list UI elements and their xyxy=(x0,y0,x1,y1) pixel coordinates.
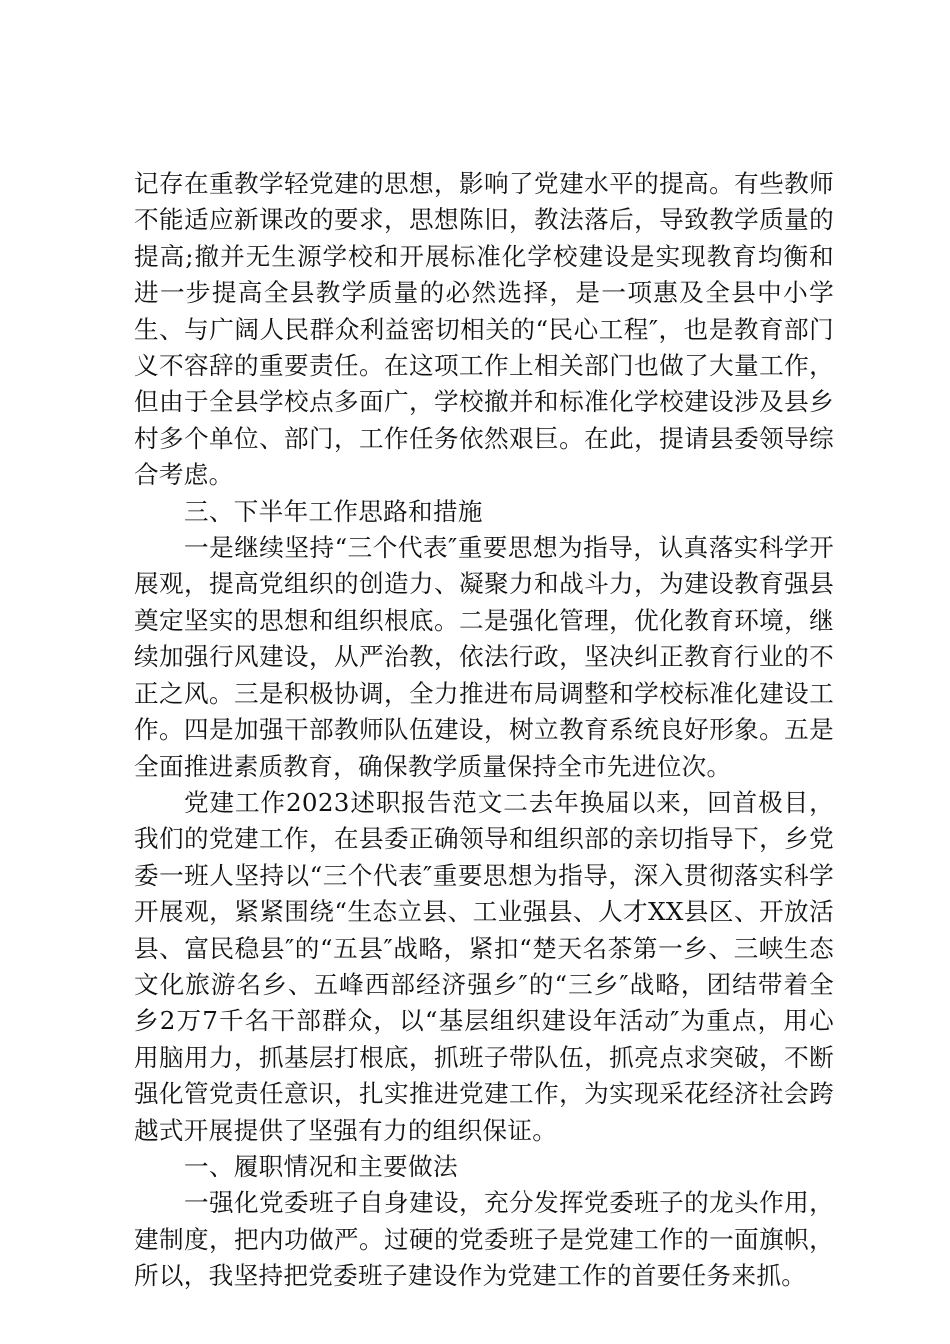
section-heading-duties: 一、履职情况和主要做法 xyxy=(184,1151,458,1181)
paragraph-plans: 一是继续坚持“三个代表″重要思想为指导，认真落实科学开展观，提高党组织的创造力、凝聚力和战斗力，为建设教育强县奠定坚实的思想和组织根底。二是强化管理，优化教育环境，继续加强行风建设，从严治教，依法行政，坚决纠正教育行业的不正之风。三是积极协调，全力推进布局调整和学校标准化建设工作。四是加强干部教师队伍建设，树立教育系统良好形象。五是全面推进素质教育，确保教学质量保持全市先进位次。 xyxy=(134,533,834,781)
section-heading-plans: 三、下半年工作思路和措施 xyxy=(184,496,483,526)
paragraph-duties: 一强化党委班子自身建设，充分发挥党委班子的龙头作用，建制度，把内功做严。过硬的党委班子是党建工作的一面旗帜，所以，我坚持把党委班子建设作为党建工作的首要任务来抓。 xyxy=(134,1188,834,1291)
paragraph-report-two-intro: 党建工作2023述职报告范文二去年换届以来，回首极目，我们的党建工作，在县委正确领导和组织部的亲切指导下，乡党委一班人坚持以“三个代表″重要思想为指导，深入贯彻落实科学开展观，紧紧围绕“生态立县、工业强县、人才XX县区、开放活县、富民稳县″的“五县″战略，紧扣“楚天名茶第一乡、三峡生态文化旅游名乡、五峰西部经济强乡″的“三乡″战略，团结带着全乡2万7千名干部群众，以“基层组织建设年活动″为重点，用心用脑用力，抓基层打根底，抓班子带队伍，抓亮点求突破，不断强化管党责任意识，扎实推进党建工作，为实现采花经济社会跨越式开展提供了坚强有力的组织保证。 xyxy=(134,787,834,1145)
paragraph-continuation: 记存在重教学轻党建的思想，影响了党建水平的提高。有些教师不能适应新课改的要求，思想陈旧，教法落后，导致教学质量的提高;撤并无生源学校和开展标准化学校建设是实现教育均衡和进一步提高全县教学质量的必然选择，是一项惠及全县中小学生、与广阔人民群众利益密切相关的“民心工程″，也是教育部门义不容辞的重要责任。在这项工作上相关部门也做了大量工作，但由于全县学校点多面广，学校撤并和标准化学校建设涉及县乡村多个单位、部门，工作任务依然艰巨。在此，提请县委领导综合考虑。 xyxy=(134,169,834,490)
document-body xyxy=(134,166,834,1295)
